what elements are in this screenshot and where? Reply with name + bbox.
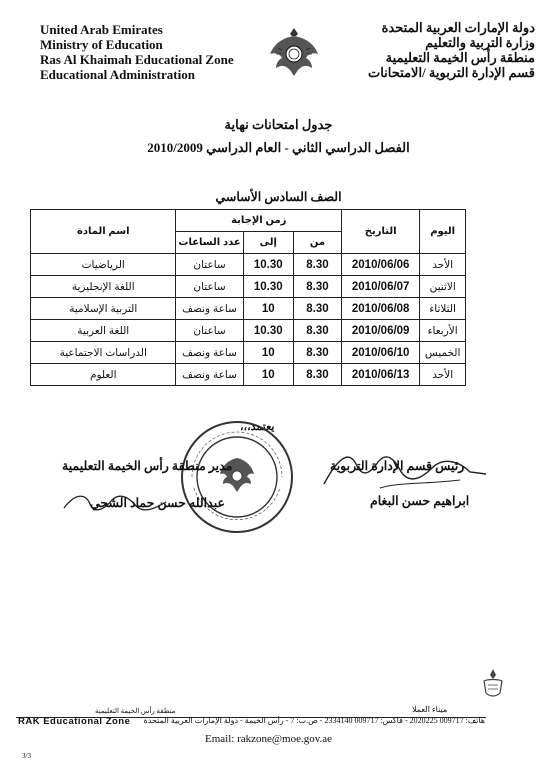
cell-day: الثلاثاء — [420, 298, 466, 320]
cell-to: 10.30 — [243, 254, 293, 276]
header-arabic — [368, 20, 535, 80]
official-stamp-icon — [178, 418, 296, 536]
cell-from: 8.30 — [293, 342, 341, 364]
signature-left-title: مدير منطقة رأس الخيمة التعليمية — [62, 459, 233, 473]
semester-title: الفصل الدراسي الثاني - العام الدراسي 2010/2009 — [147, 140, 410, 155]
approval-label: يعتمد،،، — [240, 421, 275, 433]
header-ar-line: دولة الإمارات العربية المتحدة — [381, 20, 535, 35]
signature-right-name: ابراهيم حسن البغام — [370, 494, 470, 508]
header-date: التاريخ — [342, 210, 420, 254]
footer-note-right: ميناء العملا — [412, 705, 448, 714]
cell-hours: ساعتان — [176, 276, 243, 298]
cell-date: 2010/06/10 — [342, 342, 420, 364]
cell-day: الأربعاء — [420, 320, 466, 342]
footer-logo-icon — [478, 667, 508, 701]
cell-day: الأحد — [420, 364, 466, 386]
cell-day: الاثنين — [420, 276, 466, 298]
cell-to: 10 — [243, 342, 293, 364]
cell-date: 2010/06/09 — [342, 320, 420, 342]
cell-from: 8.30 — [293, 298, 341, 320]
cell-subject: الدراسات الاجتماعية — [31, 342, 176, 364]
grade-title: الصف السادس الأساسي — [215, 190, 342, 204]
header-subject: اسم المادة — [31, 210, 176, 254]
footer-email: Email: rakzone@moe.gov.ae — [205, 733, 333, 745]
page-number: 3/3 — [22, 752, 31, 760]
cell-from: 8.30 — [293, 254, 341, 276]
cell-day: الأحد — [420, 254, 466, 276]
header-answer-time: زمن الإجابة — [176, 210, 342, 232]
table-row — [31, 342, 466, 364]
cell-subject: العلوم — [31, 364, 176, 386]
signature-right-title: رئيس قسم الإدارة التربوية — [330, 459, 465, 473]
cell-hours: ساعة ونصف — [176, 364, 243, 386]
table-row — [31, 276, 466, 298]
header-to: إلى — [243, 232, 293, 254]
cell-from: 8.30 — [293, 276, 341, 298]
cell-date: 2010/06/13 — [342, 364, 420, 386]
footer-note-left: منطقة رأس الخيمة التعليمية — [95, 707, 176, 715]
cell-hours: ساعة ونصف — [176, 298, 243, 320]
cell-subject: اللغة العربية — [31, 320, 176, 342]
footer-zone-name: RAK Educational Zone — [18, 716, 131, 727]
table-row — [31, 254, 466, 276]
signature-left-name: عبدالله حسن حماد الشحي — [90, 496, 225, 510]
table-row — [31, 298, 466, 320]
header-english — [40, 22, 234, 82]
header-ar-line: وزارة التربية والتعليم — [425, 35, 535, 50]
cell-subject: التربية الإسلامية — [31, 298, 176, 320]
cell-subject: اللغة الإنجليزية — [31, 276, 176, 298]
exam-schedule-table — [30, 209, 466, 386]
cell-to: 10 — [243, 364, 293, 386]
cell-to: 10.30 — [243, 276, 293, 298]
cell-to: 10 — [243, 298, 293, 320]
cell-from: 8.30 — [293, 320, 341, 342]
cell-date: 2010/06/06 — [342, 254, 420, 276]
cell-hours: ساعتان — [176, 320, 243, 342]
header-ar-line: منطقة رأس الخيمة التعليمية — [385, 50, 535, 65]
cell-day: الخميس — [420, 342, 466, 364]
cell-date: 2010/06/07 — [342, 276, 420, 298]
cell-hours: ساعة ونصف — [176, 342, 243, 364]
header-en-line: Educational Administration — [40, 67, 195, 82]
footer-contact: هاتف: 009717 2020225 - فاكس: 009717 2334140 - ص.ب: 7 - رأس الخيمة - دولة الإمارات العربية المتحدة — [143, 716, 485, 725]
header-ar-line: قسم الإدارة التربوية /الامتحانات — [367, 65, 535, 80]
table-row — [31, 364, 466, 386]
cell-hours: ساعتان — [176, 254, 243, 276]
cell-to: 10.30 — [243, 320, 293, 342]
header-en-line: Ministry of Education — [40, 37, 163, 52]
schedule-title: جدول امتحانات نهاية — [224, 117, 333, 132]
cell-from: 8.30 — [293, 364, 341, 386]
header-en-line: United Arab Emirates — [40, 22, 163, 37]
header-hours: عدد الساعات — [176, 232, 243, 254]
table-row — [31, 320, 466, 342]
cell-date: 2010/06/08 — [342, 298, 420, 320]
uae-falcon-emblem-icon — [268, 24, 320, 80]
header-from: من — [293, 232, 341, 254]
header-day: اليوم — [420, 210, 466, 254]
cell-subject: الرياضيات — [31, 254, 176, 276]
header-en-line: Ras Al Khaimah Educational Zone — [40, 52, 234, 67]
